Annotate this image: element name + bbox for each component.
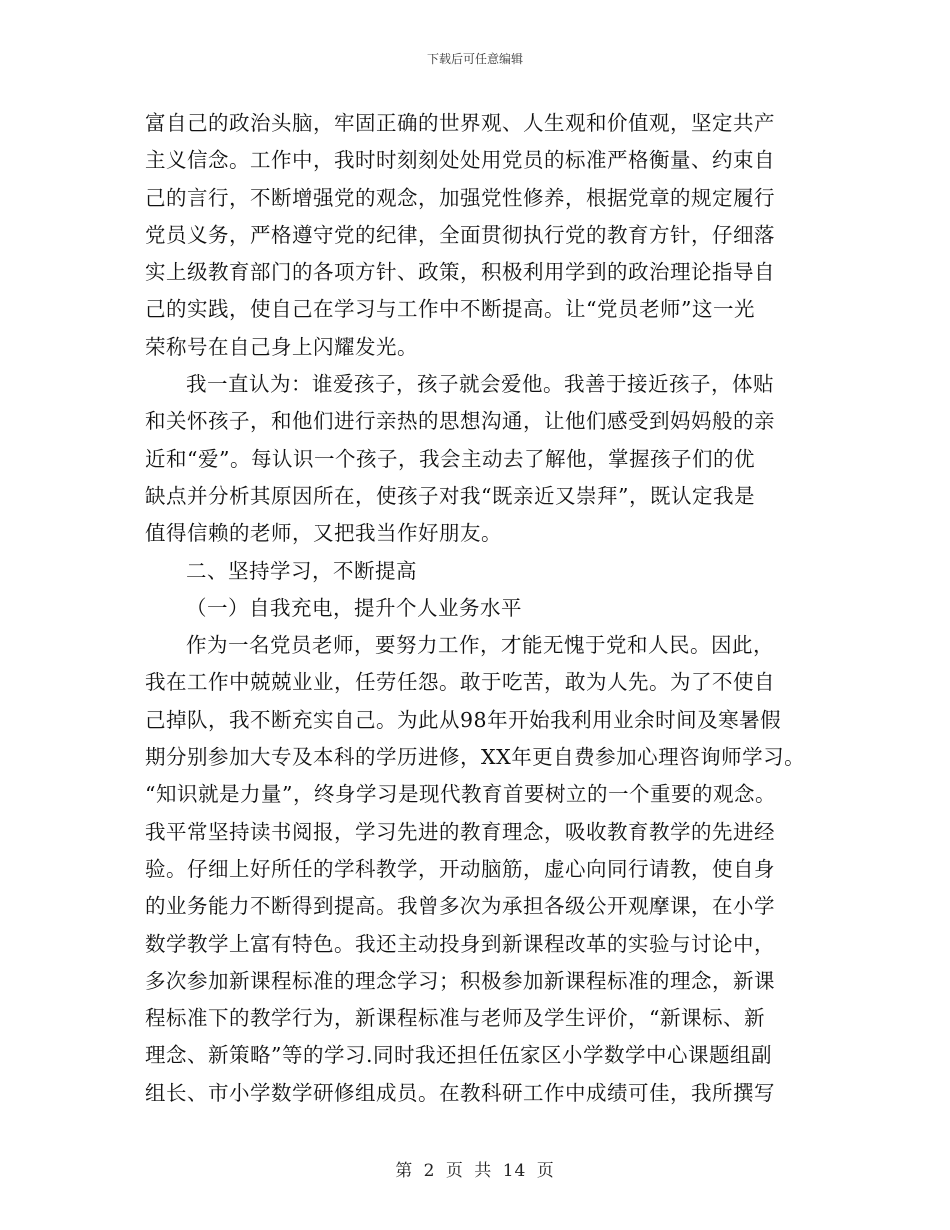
text-line: 实上级教育部门的各项方针、政策，积极利用学到的政治理论指导自 <box>145 260 775 285</box>
section-heading: 二、坚持学习，不断提高 <box>186 558 417 583</box>
text-line: 多次参加新课程标准的理念学习；积极参加新课程标准的理念，新课 <box>145 968 775 993</box>
text-line: 数学教学上富有特色。我还主动投身到新课程改革的实验与讨论中， <box>145 931 775 956</box>
text-line: 荣称号在自己身上闪耀发光。 <box>145 334 418 359</box>
text-line: 验。仔细上好所任的学科教学，开动脑筋，虚心向同行请教，使自身 <box>145 856 775 881</box>
text-line: 理念、新策略”等的学习.同时我还担任伍家区小学数学中心课题组副 <box>145 1043 772 1068</box>
text-line: 己的言行，不断增强党的观念，加强党性修养，根据党章的规定履行 <box>145 185 775 210</box>
text-line: 缺点并分析其原因所在，使孩子对我“既亲近又崇拜”，既认定我是 <box>145 483 755 508</box>
text-line: 我平常坚持读书阅报，学习先进的教育理念，吸收教育教学的先进经 <box>145 819 775 844</box>
page-header: 下载后可任意编辑 <box>426 52 523 66</box>
text-line: 我在工作中兢兢业业，任劳任怨。敢于吃苦，敢为人先。为了不使自 <box>145 670 775 695</box>
text-line: 程标准下的教学行为，新课程标准与老师及学生评价，“新课标、新 <box>145 1006 765 1031</box>
text-line: 值得信赖的老师，又把我当作好朋友。 <box>145 521 502 546</box>
text-line: 期分别参加大专及本科的学历进修，XX年更自费参加心理咨询师学习。 <box>145 745 806 770</box>
subsection-heading: （一）自我充电，提升个人业务水平 <box>186 595 522 620</box>
text-line: 近和“爱”。每认识一个孩子，我会主动去了解他，掌握孩子们的优 <box>145 446 755 471</box>
text-line: 的业务能力不断得到提高。我曾多次为承担各级公开观摩课，在小学 <box>145 894 775 919</box>
text-line: 己的实践，使自己在学习与工作中不断提高。让“党员老师”这一光 <box>145 297 755 322</box>
text-line: “知识就是力量”，终身学习是现代教育首要树立的一个重要的观念。 <box>145 782 776 807</box>
text-line: 主义信念。工作中，我时时刻刻处处用党员的标准严格衡量、约束自 <box>145 148 775 173</box>
page-footer: 第 2 页 共 14 页 <box>395 1161 555 1181</box>
text-line: 和关怀孩子，和他们进行亲热的思想沟通，让他们感受到妈妈般的亲 <box>145 409 775 434</box>
text-line: 己掉队，我不断充实自己。为此从98年开始我利用业余时间及寒暑假 <box>145 707 782 732</box>
document-body <box>145 105 815 1112</box>
paragraph-start-line: 我一直认为：谁爱孩子，孩子就会爱他。我善于接近孩子，体贴 <box>186 372 774 397</box>
paragraph-start-line: 作为一名党员老师，要努力工作，才能无愧于党和人民。因此， <box>186 633 774 658</box>
text-line: 组长、市小学数学研修组成员。在教科研工作中成绩可佳，我所撰写 <box>145 1080 775 1105</box>
text-line: 富自己的政治头脑，牢固正确的世界观、人生观和价值观，坚定共产 <box>145 111 775 135</box>
text-line: 党员义务，严格遵守党的纪律，全面贯彻执行党的教育方针，仔细落 <box>145 222 775 247</box>
